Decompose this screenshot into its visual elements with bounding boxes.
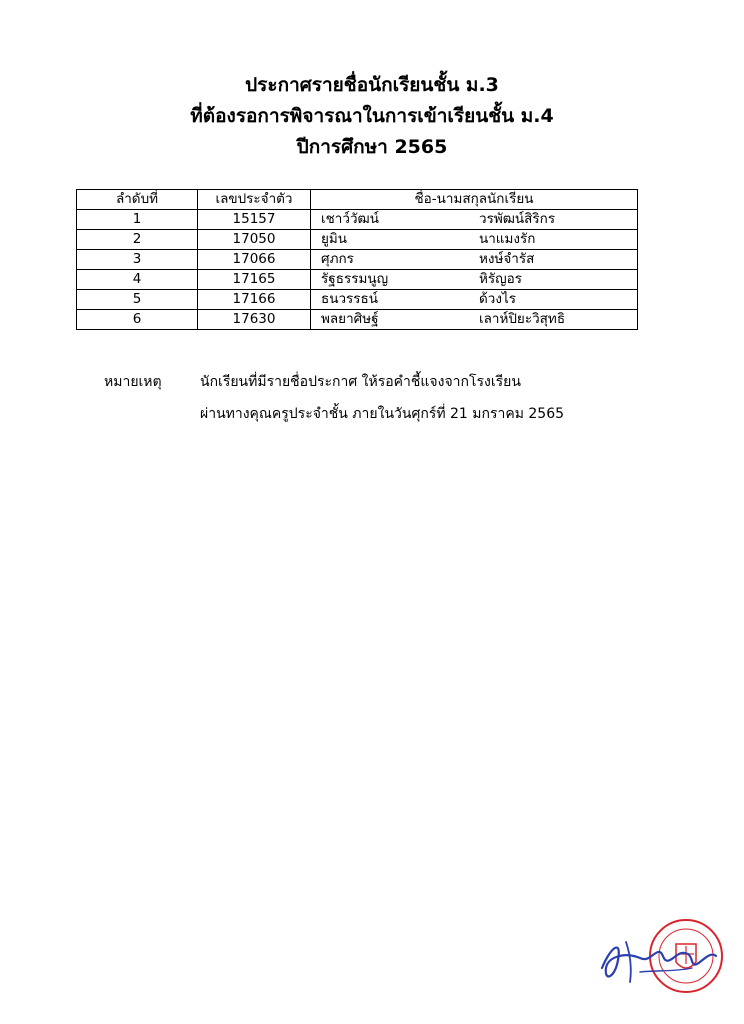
signature-and-seal: [596, 912, 728, 1008]
cell-order: 3: [77, 250, 198, 270]
table-row: [77, 290, 638, 310]
table-row: [77, 270, 638, 290]
cell-first-name: ศุภกร: [311, 250, 474, 270]
cell-student-id: 17166: [198, 290, 311, 310]
remark-label: หมายเหตุ: [104, 374, 162, 390]
cell-last-name: ด้วงไร: [473, 290, 638, 310]
announcement-title: [0, 70, 744, 163]
cell-last-name: หงษ์จำรัส: [473, 250, 638, 270]
cell-order: 2: [77, 230, 198, 250]
student-table: [76, 189, 638, 330]
title-line-1: ประกาศรายชื่อนักเรียนชั้น ม.3: [245, 74, 499, 96]
cell-first-name: เชาว์วัฒน์: [311, 210, 474, 230]
title-line-3: ปีการศึกษา 2565: [296, 136, 448, 158]
table-row: [77, 210, 638, 230]
header-student-id: เลขประจำตัว: [198, 190, 311, 210]
cell-last-name: เลาห์ปิยะวิสุทธิ: [473, 310, 638, 330]
table-row: [77, 310, 638, 330]
cell-last-name: หิรัญอร: [473, 270, 638, 290]
title-line-2: ที่ต้องรอการพิจารณาในการเข้าเรียนชั้น ม.4: [190, 105, 554, 127]
cell-student-id: 17165: [198, 270, 311, 290]
cell-order: 1: [77, 210, 198, 230]
school-seal-icon: [596, 912, 728, 1008]
cell-first-name: พลยาศิษฐ์: [311, 310, 474, 330]
table-row: [77, 250, 638, 270]
header-name: ชื่อ-นามสกุลนักเรียน: [311, 190, 638, 210]
remark-line-2: ผ่านทางคุณครูประจำชั้น ภายในวันศุกร์ที่ 21 มกราคม 2565: [200, 406, 565, 422]
remark-line-1: นักเรียนที่มีรายชื่อประกาศ ให้รอคำชี้แจงจากโรงเรียน: [200, 374, 521, 390]
cell-student-id: 17630: [198, 310, 311, 330]
cell-last-name: นาแมงรัก: [473, 230, 638, 250]
cell-first-name: ธนวรรธน์: [311, 290, 474, 310]
cell-last-name: วรพัฒน์สิริกร: [473, 210, 638, 230]
cell-order: 4: [77, 270, 198, 290]
table-header-row: [77, 190, 638, 210]
cell-order: 6: [77, 310, 198, 330]
cell-first-name: รัฐธรรมนูญ: [311, 270, 474, 290]
table-row: [77, 230, 638, 250]
cell-student-id: 17050: [198, 230, 311, 250]
cell-order: 5: [77, 290, 198, 310]
cell-student-id: 17066: [198, 250, 311, 270]
header-order: ลำดับที่: [77, 190, 198, 210]
cell-student-id: 15157: [198, 210, 311, 230]
cell-first-name: ยูมิน: [311, 230, 474, 250]
